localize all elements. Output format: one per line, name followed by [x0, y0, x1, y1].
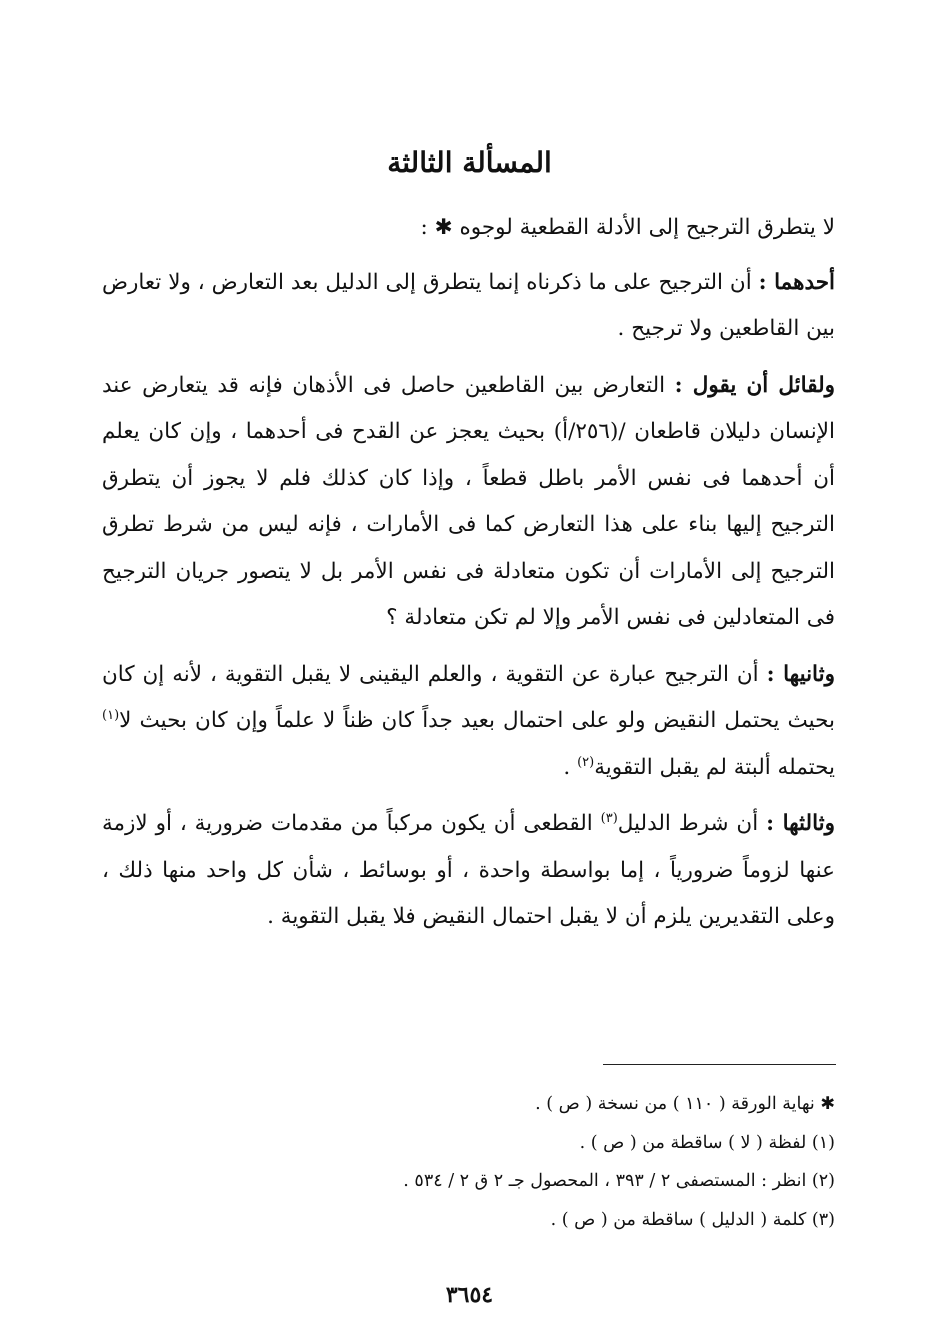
footnotes: [102, 1085, 835, 1239]
paragraph-second-reason: [102, 652, 835, 792]
footnote-ref-2: (٢): [577, 754, 595, 770]
paragraph-lead: أحدهما :: [758, 269, 836, 295]
footnote-divider: [603, 1064, 836, 1065]
main-text: [102, 205, 835, 941]
paragraph-lead: وثالثها :: [766, 811, 835, 836]
paragraph-first-reason: [102, 260, 835, 353]
paragraph-text: القطعى أن يكون مركباً من مقدمات ضرورية ، أو لازمة عنها لزوماً ضرورياً ، إما بواسطة واحدة ، أو بوسائط ، شأن كل واحد منها ذلك ، وعلى التقديرين يلزم أن لا يقبل احتمال النقيض فلا يقبل التقوية .: [102, 811, 835, 929]
paragraph-lead: وثانيها :: [766, 661, 835, 687]
paragraph-text: .: [563, 754, 571, 780]
footnote-item: (٣) كلمة ( الدليل ) ساقطة من ( ص ) .: [550, 1209, 835, 1230]
paragraph-text: أن الترجيح على ما ذكرناه إنما يتطرق إلى الدليل بعد التعارض ، ولا تعارض بين القاطعين ولا ترجيح .: [102, 269, 835, 341]
intro-paragraph: لا يتطرق الترجيح إلى الأدلة القطعية لوجوه ✱ :: [420, 215, 835, 240]
paragraph-text: أن شرط الدليل: [617, 811, 759, 836]
footnote-ref-1: (١): [102, 707, 120, 723]
footnote-item: (١) لفظة ( لا ) ساقطة من ( ص ) .: [579, 1132, 835, 1153]
paragraph-third-reason: [102, 801, 835, 941]
paragraph-text: أن الترجيح عبارة عن التقوية ، والعلم اليقينى لا يقبل التقوية ، لأنه إن كان بحيث يحتمل النقيض ولو على احتمال بعيد جداً كان ظناً لا علماً وإن كان بحيث لا: [102, 661, 835, 733]
footnote-ref-3: (٣): [600, 810, 618, 826]
page-number: ٣٦٥٤: [445, 1282, 494, 1308]
paragraph-objection: [102, 363, 835, 642]
paragraph-text: التعارض بين القاطعين حاصل فى الأذهان فإنه قد يتعارض عند الإنسان دليلان قاطعان /(٢٥٦/أ) بحيث يعجز عن القدح فى أحدهما ، وإن كان يعلم أن أحدهما فى نفس الأمر باطل قطعاً ، وإذا كان كذلك فلم لا يجوز أن يتطرق الترجيح إليها بناء على هذا التعارض كما فى الأمارات ، فإنه ليس من شرط تطرق الترجيح إلى الأمارات أن تكون متعادلة فى نفس الأمر بل لا يتصور جريان الترجيح فى المتعادلين فى نفس الأمر وإلا لم تكن متعادلة ؟: [102, 372, 835, 630]
footnote-item: (٢) انظر : المستصفى ٢ / ٣٩٣ ، المحصول جـ ٢ ق ٢ / ٥٣٤ .: [403, 1171, 835, 1191]
paragraph-text: يحتمله ألبتة لم يقبل التقوية: [594, 754, 835, 780]
section-title: المسألة الثالثة: [387, 146, 552, 179]
paragraph-lead: ولقائل أن يقول :: [674, 372, 835, 398]
footnote-item: ✱ نهاية الورقة ( ١١٠ ) من نسخة ( ص ) .: [535, 1094, 835, 1114]
